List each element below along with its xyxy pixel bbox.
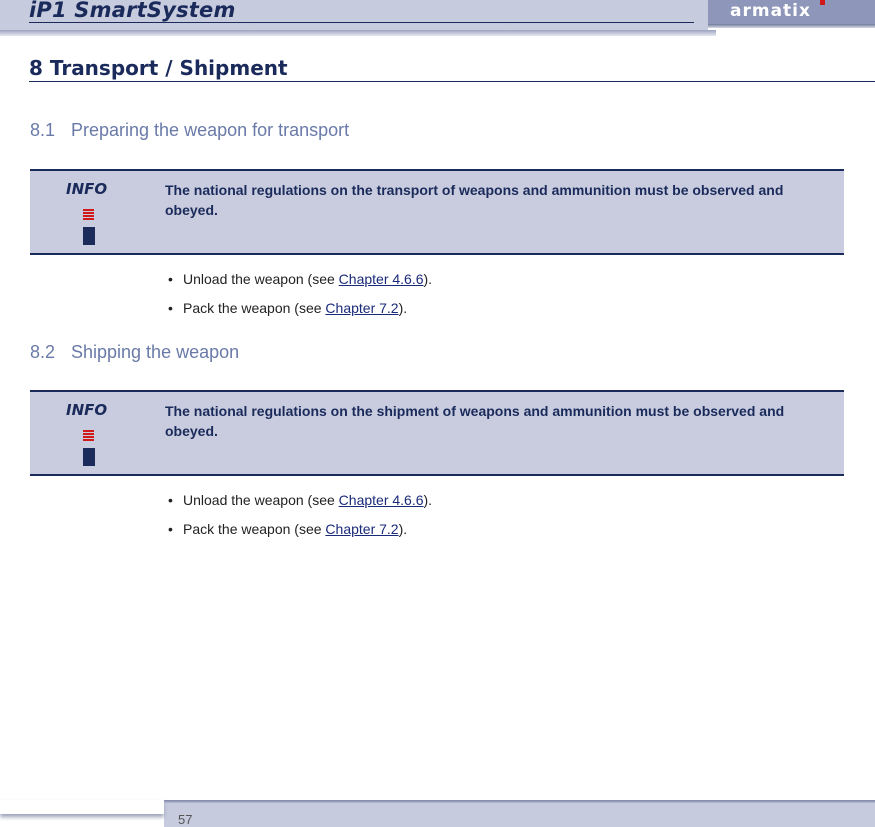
section-title: Shipping the weapon: [71, 342, 240, 362]
product-title-rule: [29, 22, 694, 23]
info-text: The national regulations on the shipment of weapons and ammunition must be observed and obeyed.: [165, 403, 785, 439]
info-lines-icon: [83, 209, 94, 221]
chapter-title: 8 Transport / Shipment: [29, 56, 288, 80]
bullet-icon: •: [168, 521, 173, 537]
chapter-rule: [29, 81, 875, 82]
footer-tab: [0, 800, 164, 814]
info-text: The national regulations on the transport of weapons and ammunition must be observed and obeyed.: [165, 182, 784, 218]
list-item: [168, 298, 432, 327]
info-block-icon: [83, 448, 95, 466]
list-item: [168, 490, 432, 519]
chapter-link[interactable]: Chapter 7.2: [325, 521, 399, 537]
product-title: iP1 SmartSystem: [29, 0, 236, 22]
page-number: 57: [178, 812, 193, 827]
list-item-suffix: ).: [423, 492, 433, 508]
list-item-text: Unload the weapon (see: [183, 271, 339, 287]
chapter-link[interactable]: Chapter 7.2: [325, 300, 399, 316]
info-box: [30, 390, 844, 476]
info-box: [30, 169, 844, 255]
brand-band-shadow: [708, 24, 875, 28]
brand-logo: armatix: [730, 1, 811, 21]
section-heading: [30, 120, 349, 141]
page-header: [0, 0, 875, 36]
section-number: 8.1: [30, 120, 56, 140]
list-item-suffix: ).: [423, 271, 433, 287]
list-item: [168, 269, 432, 298]
bullet-icon: •: [168, 300, 173, 316]
info-lines-icon: [83, 430, 94, 442]
bullet-icon: •: [168, 271, 173, 287]
info-label: INFO: [66, 180, 108, 198]
bullet-icon: •: [168, 492, 173, 508]
section-heading: [30, 342, 239, 363]
brand-logo-dot: [820, 0, 825, 5]
header-band-shadow: [0, 30, 716, 36]
info-label: INFO: [66, 401, 108, 419]
list-item-text: Pack the weapon (see: [183, 300, 326, 316]
list-item-suffix: ).: [398, 521, 408, 537]
bullet-list: [168, 490, 432, 548]
footer-band: [164, 803, 875, 827]
list-item-suffix: ).: [398, 300, 408, 316]
info-block-icon: [83, 227, 95, 245]
section-title: Preparing the weapon for transport: [71, 120, 350, 140]
bullet-list: [168, 269, 432, 327]
chapter-link[interactable]: Chapter 4.6.6: [338, 492, 424, 508]
list-item-text: Unload the weapon (see: [183, 492, 339, 508]
section-number: 8.2: [30, 342, 56, 362]
list-item-text: Pack the weapon (see: [183, 521, 326, 537]
list-item: [168, 519, 432, 548]
chapter-link[interactable]: Chapter 4.6.6: [338, 271, 424, 287]
